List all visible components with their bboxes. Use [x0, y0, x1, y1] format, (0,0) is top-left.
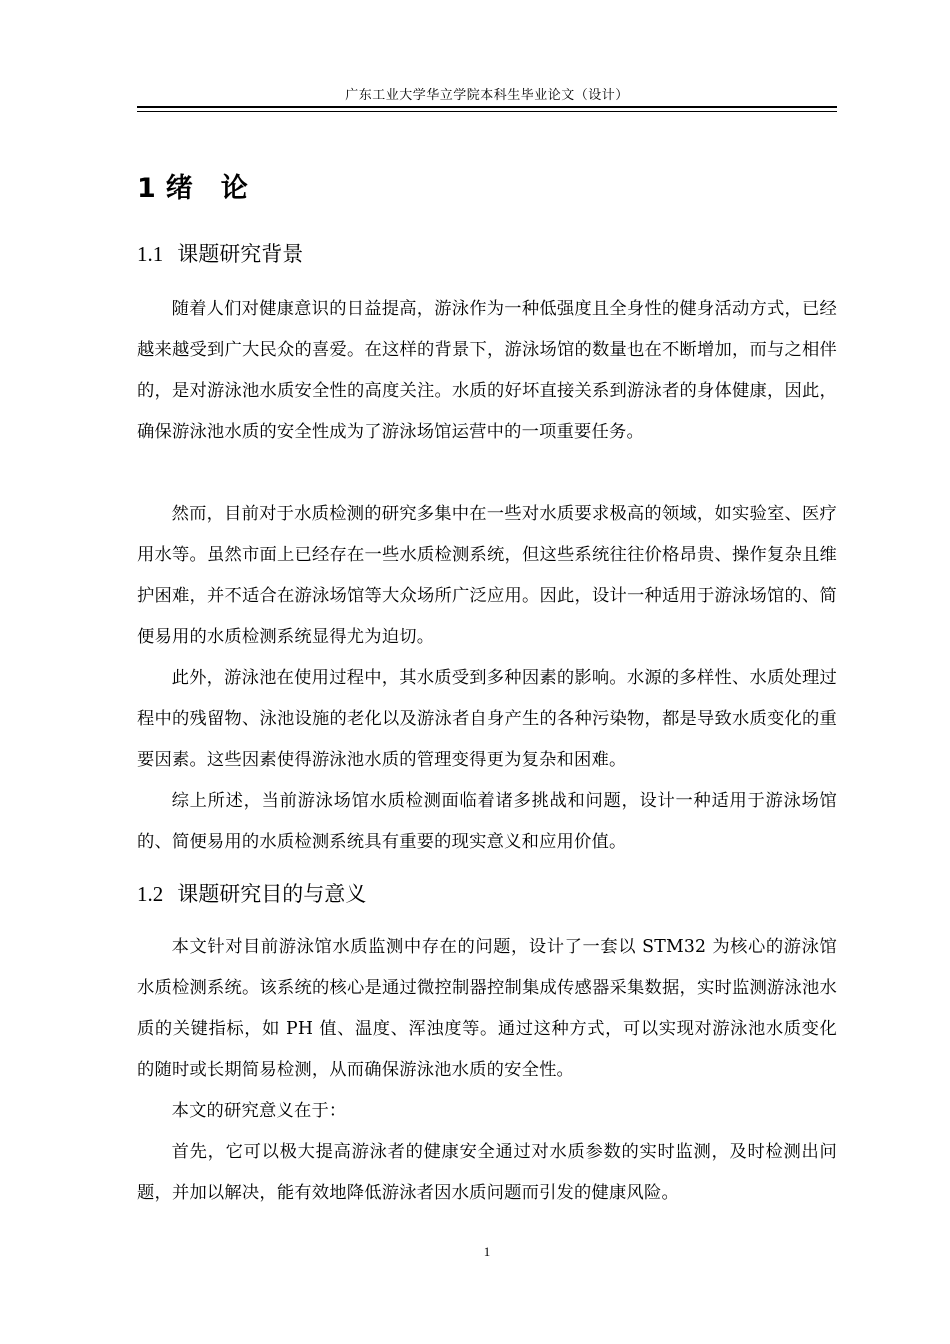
paragraph-1-2-c: 首先，它可以极大提高游泳者的健康安全通过对水质参数的实时监测，及时检测出问题，并加以解决，能有效地降低游泳者因水质问题而引发的健康风险。: [137, 1142, 837, 1203]
paragraph-1-1-c: 此外，游泳池在使用过程中，其水质受到多种因素的影响。水源的多样性、水质处理过程中的残留物、泳池设施的老化以及游泳者自身产生的各种污染物，都是导致水质变化的重要因素。这些因素使得游泳池水质的管理变得更为复杂和困难。: [137, 668, 837, 770]
paragraph-1-1-b: 然而，目前对于水质检测的研究多集中在一些对水质要求极高的领域，如实验室、医疗用水等。虽然市面上已经存在一些水质检测系统，但这些系统往往价格昂贵、操作复杂且维护困难，并不适合在游泳场馆等大众场所广泛应用。因此，设计一种适用于游泳场馆的、简便易用的水质检测系统显得尤为迫切。: [137, 504, 837, 647]
chapter-title-char-1: 绪: [165, 173, 193, 204]
chapter-title: [137, 172, 248, 206]
section-number: 1.1: [137, 242, 164, 266]
section-heading-1-1: [137, 240, 303, 268]
section-heading-1-2: [137, 880, 366, 908]
paragraph-1-2-a: 本文针对目前游泳馆水质监测中存在的问题，设计了一套以 STM32 为核心的游泳馆水质检测系统。该系统的核心是通过微控制器控制集成传感器采集数据，实时监测游泳池水质的关键指标，如 PH 值、温度、浑浊度等。通过这种方式，可以实现对游泳池水质变化的随时或长期简易检测，从而确保游泳池水质的安全性。: [137, 937, 837, 1080]
header-rule-thick: [137, 106, 837, 108]
chapter-number: 1: [137, 173, 156, 204]
page-number: 1: [483, 1244, 491, 1259]
section-title: 课题研究背景: [177, 242, 304, 266]
running-header: 广东工业大学华立学院本科生毕业论文（设计）: [345, 88, 629, 103]
header-rule-thin: [137, 111, 837, 112]
section-number: 1.2: [137, 882, 164, 906]
paragraph-1-1-d: 综上所述，当前游泳场馆水质检测面临着诸多挑战和问题，设计一种适用于游泳场馆的、简便易用的水质检测系统具有重要的现实意义和应用价值。: [137, 791, 837, 852]
chapter-title-char-2: 论: [220, 173, 248, 204]
section-title: 课题研究目的与意义: [177, 882, 367, 906]
paragraph-1-1-a: 随着人们对健康意识的日益提高，游泳作为一种低强度且全身性的健身活动方式，已经越来越受到广大民众的喜爱。在这样的背景下，游泳场馆的数量也在不断增加，而与之相伴的，是对游泳池水质安全性的高度关注。水质的好坏直接关系到游泳者的身体健康，因此，确保游泳池水质的安全性成为了游泳场馆运营中的一项重要任务。: [137, 299, 837, 442]
paragraph-1-2-b: 本文的研究意义在于：: [171, 1101, 347, 1121]
